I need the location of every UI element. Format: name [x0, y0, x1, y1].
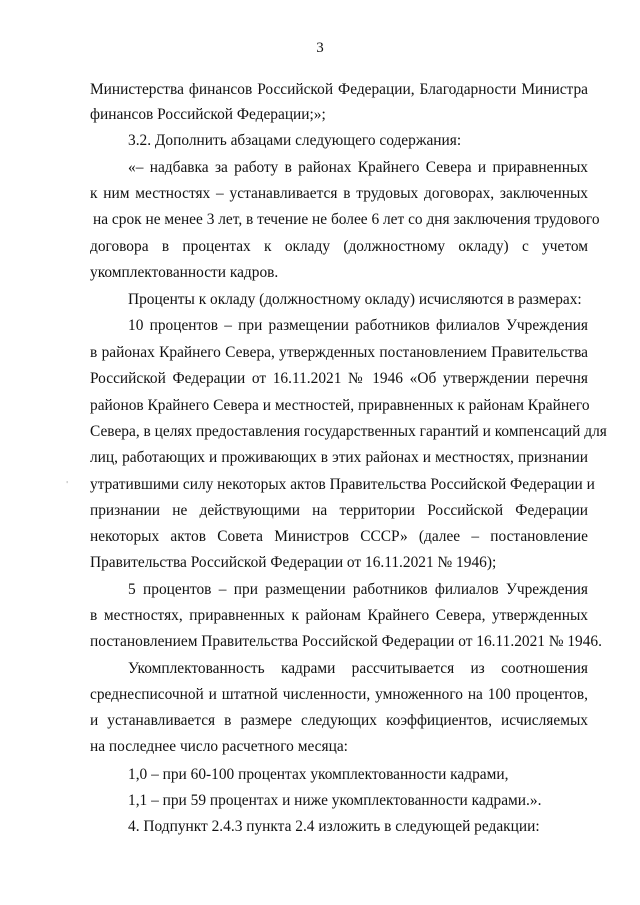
- text-line-4: «– надбавка за работу в районах Крайнего Севера и приравненных: [128, 159, 588, 176]
- text-line-22: постановлением Правительства Российской Федерации от 16.11.2021 № 1946.: [90, 633, 602, 650]
- scan-artifact-mark: ': [66, 480, 69, 489]
- text-line-27: 1,0 – при 60-100 процентах укомплектованности кадрами,: [128, 766, 509, 783]
- text-line-19: Правительства Российской Федерации от 16.11.2021 № 1946);: [90, 554, 497, 571]
- page-number: 3: [316, 40, 324, 56]
- text-line-26: на последнее число расчетного месяца:: [90, 738, 348, 755]
- text-line-10: 10 процентов – при размещении работников филиалов Учреждения: [128, 317, 588, 334]
- text-line-5: к ним местностях – устанавливается в трудовых договорах, заключенных: [90, 185, 588, 202]
- text-line-12: Российской Федерации от 16.11.2021 № 1946 «Об утверждении перечня: [90, 370, 588, 387]
- text-line-25: и устанавливается в размере следующих коэффициентов, исчисляемых: [90, 712, 588, 729]
- text-line-16: утратившими силу некоторых актов Правительства Российской Федерации и: [90, 476, 595, 493]
- text-line-11: в районах Крайнего Севера, утвержденных постановлением Правительства: [90, 344, 588, 361]
- text-line-20: 5 процентов – при размещении работников филиалов Учреждения: [128, 581, 588, 598]
- text-line-8: укомплектованности кадров.: [90, 264, 279, 281]
- text-line-28: 1,1 – при 59 процентах и ниже укомплектованности кадрами.».: [128, 792, 542, 809]
- text-line-17: признании не действующими на территории Российской Федерации: [90, 502, 588, 519]
- text-line-6: на срок не менее 3 лет, в течение не более 6 лет со дня заключения трудового: [93, 211, 600, 228]
- text-line-29: 4. Подпункт 2.4.3 пункта 2.4 изложить в следующей редакции:: [128, 818, 540, 835]
- text-line-18: некоторых актов Совета Министров СССР» (далее – постановление: [90, 528, 588, 545]
- text-line-24: среднесписочной и штатной численности, умноженного на 100 процентов,: [90, 686, 588, 703]
- text-line-2: финансов Российской Федерации;»;: [90, 106, 326, 123]
- text-line-21: в местностях, приравненных к районам Крайнего Севера, утвержденных: [90, 607, 588, 624]
- text-line-13: районов Крайнего Севера и местностей, приравненных к районам Крайнего: [90, 397, 590, 414]
- text-line-23: Укомплектованность кадрами рассчитывается из соотношения: [128, 660, 588, 677]
- text-line-14: Севера, в целях предоставления государственных гарантий и компенсаций для: [90, 423, 607, 440]
- text-line-1: Министерства финансов Российской Федерации, Благодарности Министра: [90, 81, 588, 98]
- text-line-3: 3.2. Дополнить абзацами следующего содержания:: [128, 132, 462, 149]
- text-line-15: лиц, работающих и проживающих в этих районах и местностях, признании: [90, 449, 588, 466]
- text-line-7: договора в процентах к окладу (должностному окладу) с учетом: [90, 238, 588, 255]
- text-line-9: Проценты к окладу (должностному окладу) исчисляются в размерах:: [128, 291, 582, 308]
